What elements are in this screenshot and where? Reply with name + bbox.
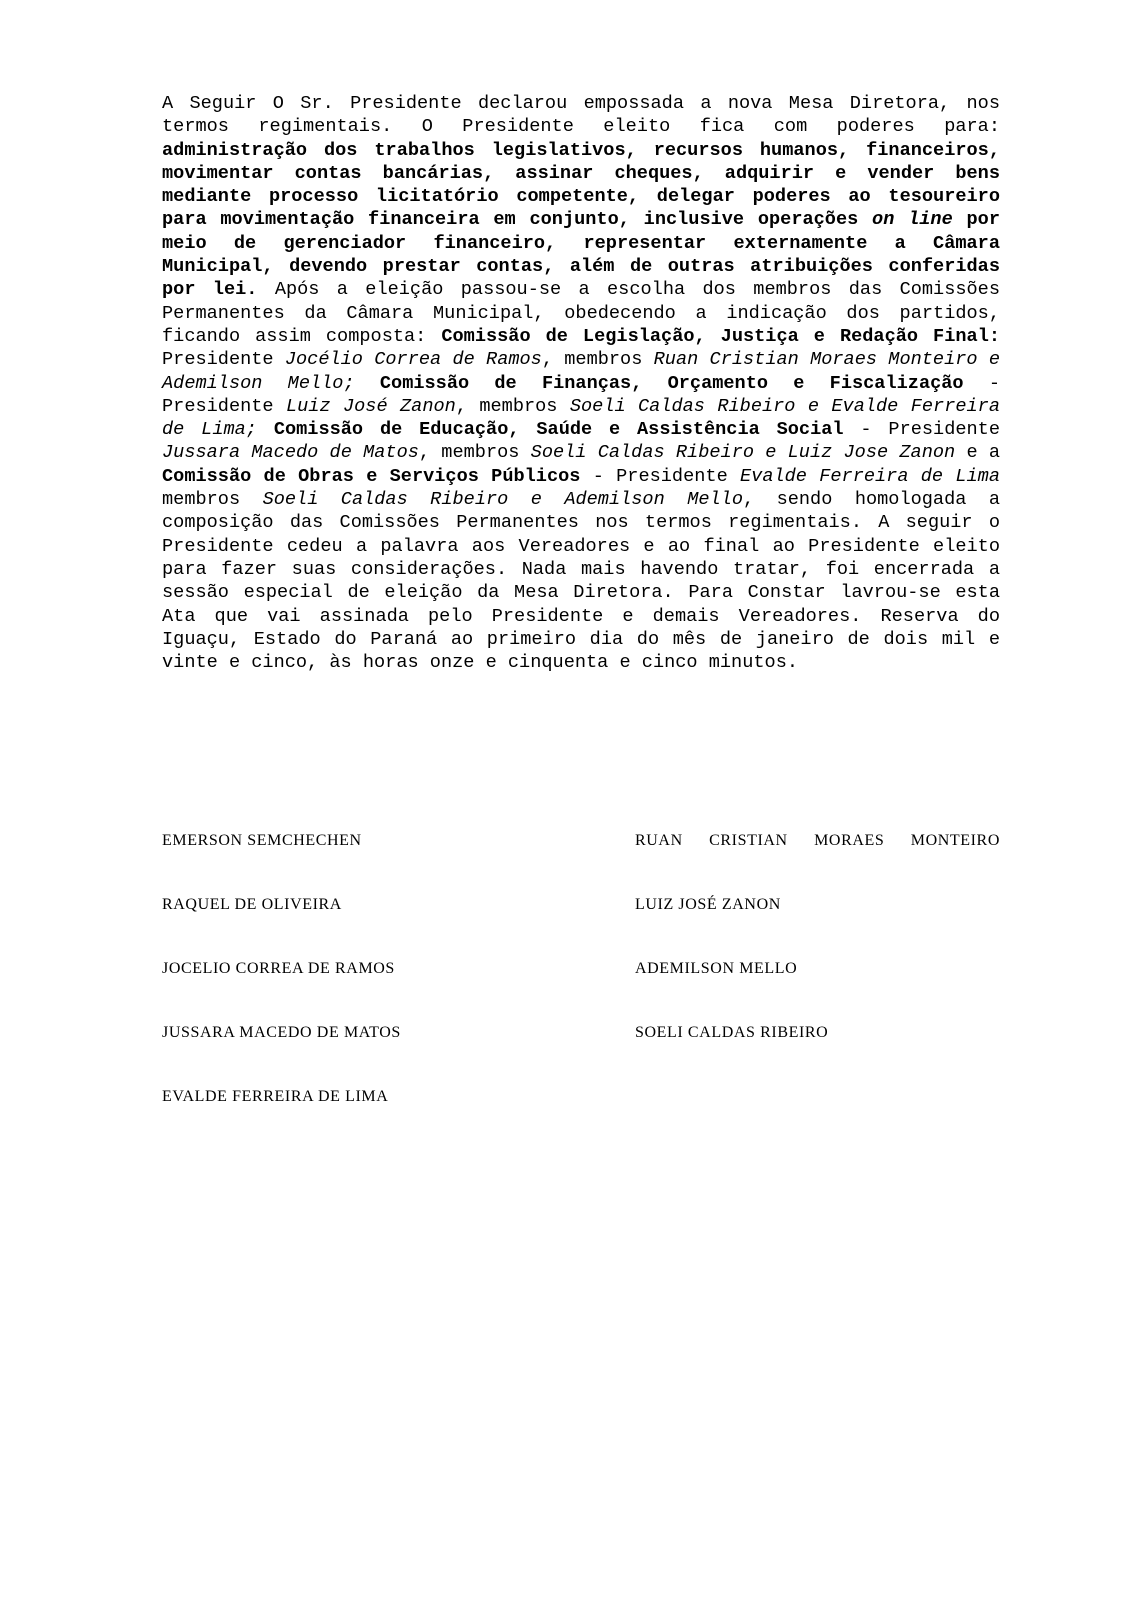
- text-segment: e a: [955, 442, 1001, 464]
- text-segment: [355, 373, 380, 394]
- committee-legislation-title: Comissão de Legislação, Justiça e Redação Final:: [441, 325, 1001, 347]
- member-names: Ruan Cristian Moraes Monteiro e Ademilson Mello;: [162, 349, 1000, 394]
- signature-name: RAQUEL DE OLIVEIRA: [162, 896, 342, 913]
- text-segment: - Presidente: [843, 419, 1000, 441]
- signature-word: RUAN: [635, 832, 683, 849]
- signature-name: [635, 832, 1000, 850]
- signature-name: JOCELIO CORREA DE RAMOS: [162, 960, 395, 977]
- member-names: Soeli Caldas Ribeiro e Luiz Jose Zanon: [530, 442, 956, 464]
- text-segment: Após a eleição passou-se a escolha dos membros das Comissões Permanentes da Câmara Municipal, obedecendo a indicação dos partidos, ficando assim composta:: [162, 279, 1000, 347]
- president-powers-bold-cont: por meio de gerenciador financeiro, representar externamente a Câmara Municipal, devendo prestar contas, além de outras atribuições conferidas por lei.: [162, 209, 1000, 301]
- committee-finance-title: Comissão de Finanças, Orçamento e Fiscalização: [379, 372, 964, 394]
- text-segment: , membros: [455, 395, 570, 417]
- signature-word: MORAES: [814, 832, 885, 849]
- online-emphasis: on line: [872, 209, 953, 231]
- signature-name: SOELI CALDAS RIBEIRO: [635, 1024, 829, 1041]
- signature-name: ADEMILSON MELLO: [635, 960, 798, 977]
- signature-name: EVALDE FERREIRA DE LIMA: [162, 1088, 389, 1105]
- committee-education-title: Comissão de Educação, Saúde e Assistência Social: [273, 419, 844, 441]
- signature-word: CRISTIAN: [709, 832, 788, 849]
- member-name: Jussara Macedo de Matos: [162, 442, 419, 464]
- member-names: Soeli Caldas Ribeiro e Evalde Ferreira de Lima;: [162, 395, 1000, 441]
- text-segment: Presidente: [162, 349, 285, 371]
- signature-word: MONTEIRO: [910, 832, 1000, 849]
- text-segment: A Seguir O Sr. Presidente declarou empossada a nova Mesa Diretora, nos termos regimentais. O Presidente eleito fica com poderes para:: [162, 93, 1000, 138]
- text-segment: , sendo homologada a composição das Comissões Permanentes nos termos regimentais. A seguir o Presidente cedeu a palavra aos Vereadores e ao final ao Presidente eleito para fazer suas considerações. Nada mais havendo tratar, foi encerrada a sessão especial de eleição da Mesa Diretora. Para Constar lavrou-se esta Ata que vai assinada pelo Presidente e demais Vereadores. Reserva do Iguaçu, Estado do Paraná ao primeiro dia do mês de janeiro de dois mil e vinte e cinco, às horas onze e cinquenta e cinco minutos.: [162, 489, 1000, 674]
- signature-name: LUIZ JOSÉ ZANON: [635, 896, 781, 913]
- member-name: Jocélio Correa de Ramos: [284, 349, 542, 371]
- committee-works-title: Comissão de Obras e Serviços Públicos: [162, 465, 581, 487]
- signature-name: JUSSARA MACEDO DE MATOS: [162, 1024, 401, 1041]
- member-name: Evalde Ferreira de Lima: [740, 465, 1000, 487]
- minutes-paragraph: [162, 92, 1000, 674]
- text-segment: [257, 419, 274, 440]
- text-segment: - Presidente: [162, 372, 1000, 417]
- president-powers-bold: administração dos trabalhos legislativos, recursos humanos, financeiros, movimentar contas bancárias, assinar cheques, adquirir e vender bens mediante processo licitatório competente, delegar poderes ao tesoureiro para movimentação financeira em conjunto, inclusive operações: [162, 139, 1000, 231]
- text-segment: , membros: [541, 349, 654, 371]
- signature-name: EMERSON SEMCHECHEN: [162, 832, 362, 849]
- text-segment: membros: [162, 489, 263, 511]
- member-names: Soeli Caldas Ribeiro e Ademilson Mello: [262, 489, 743, 511]
- text-segment: - Presidente: [580, 465, 740, 487]
- member-name: Luiz José Zanon: [285, 395, 456, 417]
- text-segment: , membros: [418, 442, 531, 464]
